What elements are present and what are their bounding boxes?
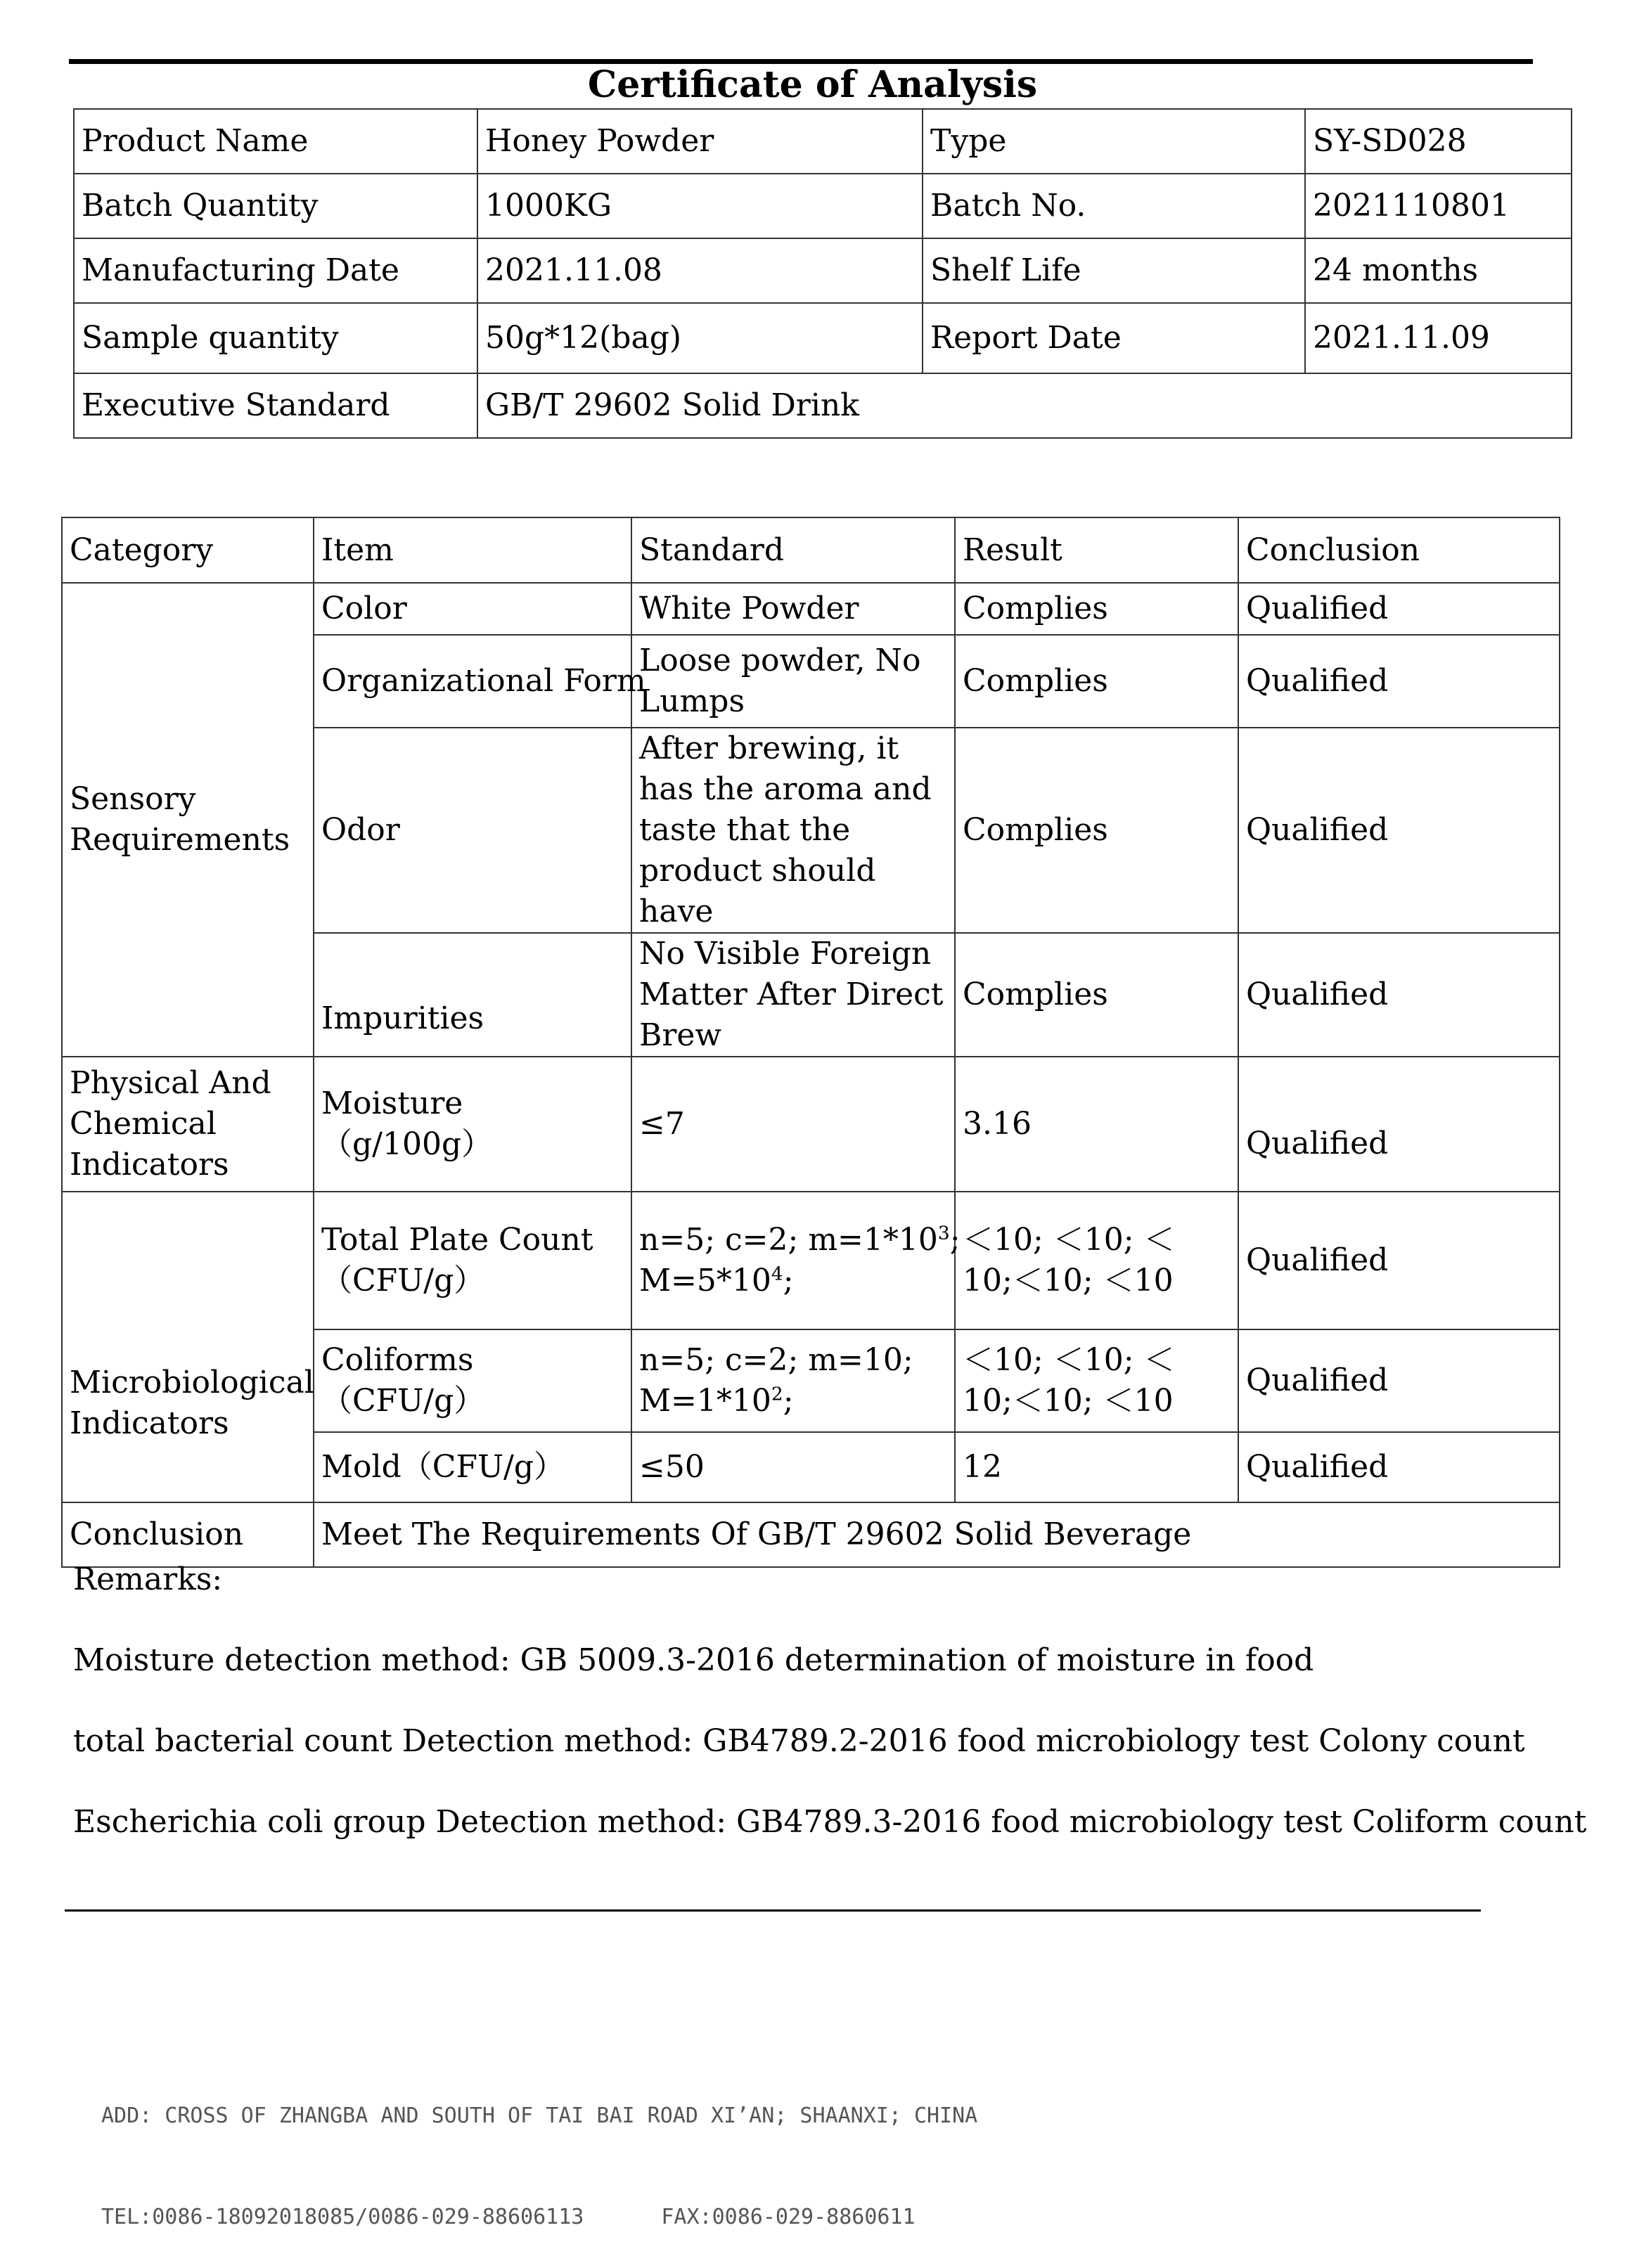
remarks-section [73,1559,1586,1883]
header-item: Item [314,517,631,583]
standard-cell [631,1192,961,1329]
result-line: ＜10; ＜10; ＜ [963,1342,1175,1378]
result-line: 10;＜10; ＜10 [963,1263,1174,1299]
standard-line: $M=5*10^4$; [639,1263,794,1299]
product-name-label: Product Name [74,109,477,174]
standard-cell: No Visible Foreign Matter After Direct Brew [631,933,955,1057]
category-micro: Microbiological Indicators [62,1192,314,1502]
conclusion-cell: Qualified [1238,1192,1560,1329]
conclusion-cell: Qualified [1238,1432,1560,1502]
standard-cell: Loose powder, No Lumps [631,635,955,728]
result-line: ＜10; ＜10; ＜ [963,1222,1175,1258]
result-cell: Complies [955,635,1238,728]
bottom-rule [65,1909,1481,1912]
executive-standard-value: GB/T 29602 Solid Drink [477,373,1572,438]
header-standard: Standard [631,517,955,583]
header-result: Result [955,517,1238,583]
item-unit: （g/100g） [321,1126,493,1162]
standard-cell [631,1329,955,1432]
table-row [74,303,1572,373]
type-label: Type [923,109,1305,174]
category-sensory: Sensory Requirements [62,583,314,1057]
category-physical: Physical And Chemical Indicators [62,1057,314,1192]
item-cell: Odor [314,728,631,933]
table-row [62,583,1560,635]
item-cell: Organizational Form [314,635,631,728]
standard-cell: White Powder [631,583,955,635]
conclusion-cell: Qualified [1238,635,1560,728]
table-row [62,1502,1560,1567]
footer-address: ADD: CROSS OF ZHANGBA AND SOUTH OF TAI BAI ROAD XI’AN; SHAANXI; CHINA [101,2103,978,2128]
remarks-heading: Remarks: [73,1561,223,1597]
item-unit: （CFU/g） [321,1383,485,1419]
shelf-life-value: 24 months [1305,238,1572,303]
conclusion-cell: Qualified [1238,933,1560,1057]
report-date-label: Report Date [923,303,1305,373]
result-cell: Complies [955,933,1238,1057]
item-name: Coliforms [321,1342,474,1378]
batch-no-label: Batch No. [923,174,1305,238]
result-cell [955,1192,1238,1329]
result-cell: 12 [955,1432,1238,1502]
batch-quantity-label: Batch Quantity [74,174,477,238]
remark-line: Escherichia coli group Detection method: GB4789.3-2016 food microbiology test Coliform count [73,1804,1587,1840]
conclusion-cell: Qualified [1238,728,1560,933]
header-category: Category [62,517,314,583]
standard-line: n=5; c=2; $m=1*10^3$; [639,1222,961,1258]
item-cell [314,1329,631,1432]
table-row [62,1192,1560,1329]
result-cell: Complies [955,728,1238,933]
remark-line: total bacterial count Detection method: GB4789.2-2016 food microbiology test Colony count [73,1723,1525,1759]
manufacturing-date-label: Manufacturing Date [74,238,477,303]
product-name-value: Honey Powder [477,109,923,174]
table-row [74,373,1572,438]
table-row [74,238,1572,303]
batch-no-value: 2021110801 [1305,174,1572,238]
result-cell [955,1329,1238,1432]
item-cell: Mold（CFU/g） [314,1432,631,1502]
standard-cell: ≤50 [631,1432,955,1502]
table-row [74,174,1572,238]
shelf-life-label: Shelf Life [923,238,1305,303]
manufacturing-date-value: 2021.11.08 [477,238,923,303]
result-cell: 3.16 [955,1057,1238,1192]
standard-cell: After brewing, it has the aroma and taste that the product should have [631,728,955,933]
result-cell: Complies [955,583,1238,635]
item-name: Moisture [321,1085,463,1121]
item-cell [314,1192,631,1329]
conclusion-cell: Qualified [1238,1057,1560,1192]
footer-fax: FAX:0086-029-8860611 [661,2205,916,2229]
item-cell [314,1057,631,1192]
item-cell: Color [314,583,631,635]
footer-tel: TEL:0086-18092018085/0086-029-88606113 [101,2205,584,2229]
standard-line: $M=1*10^2$; [639,1383,794,1419]
batch-quantity-value: 1000KG [477,174,923,238]
item-unit: （CFU/g） [321,1263,485,1299]
conclusion-cell: Qualified [1238,1329,1560,1432]
result-line: 10;＜10; ＜10 [963,1383,1174,1419]
test-results-table [61,517,1560,1568]
conclusion-text: Meet The Requirements Of GB/T 29602 Solid Beverage [314,1502,1560,1567]
standard-line: n=5; c=2; m=10; [639,1342,913,1378]
executive-standard-label: Executive Standard [74,373,477,438]
sample-quantity-value: 50g*12(bag) [477,303,923,373]
table-row [62,1057,1560,1192]
remark-line: Moisture detection method: GB 5009.3-2016 determination of moisture in food [73,1642,1314,1678]
table-row [74,109,1572,174]
document-title: Certificate of Analysis [587,63,1038,106]
header-conclusion: Conclusion [1238,517,1560,583]
footer-contact [101,2201,977,2234]
type-value: SY-SD028 [1305,109,1572,174]
item-cell: Impurities [314,933,631,1057]
footer [101,2032,977,2268]
table-header-row [62,517,1560,583]
report-date-value: 2021.11.09 [1305,303,1572,373]
sample-quantity-label: Sample quantity [74,303,477,373]
item-name: Total Plate Count [321,1222,593,1258]
product-info-table [73,108,1572,439]
conclusion-label: Conclusion [62,1502,314,1567]
conclusion-cell: Qualified [1238,583,1560,635]
standard-cell: ≤7 [631,1057,955,1192]
